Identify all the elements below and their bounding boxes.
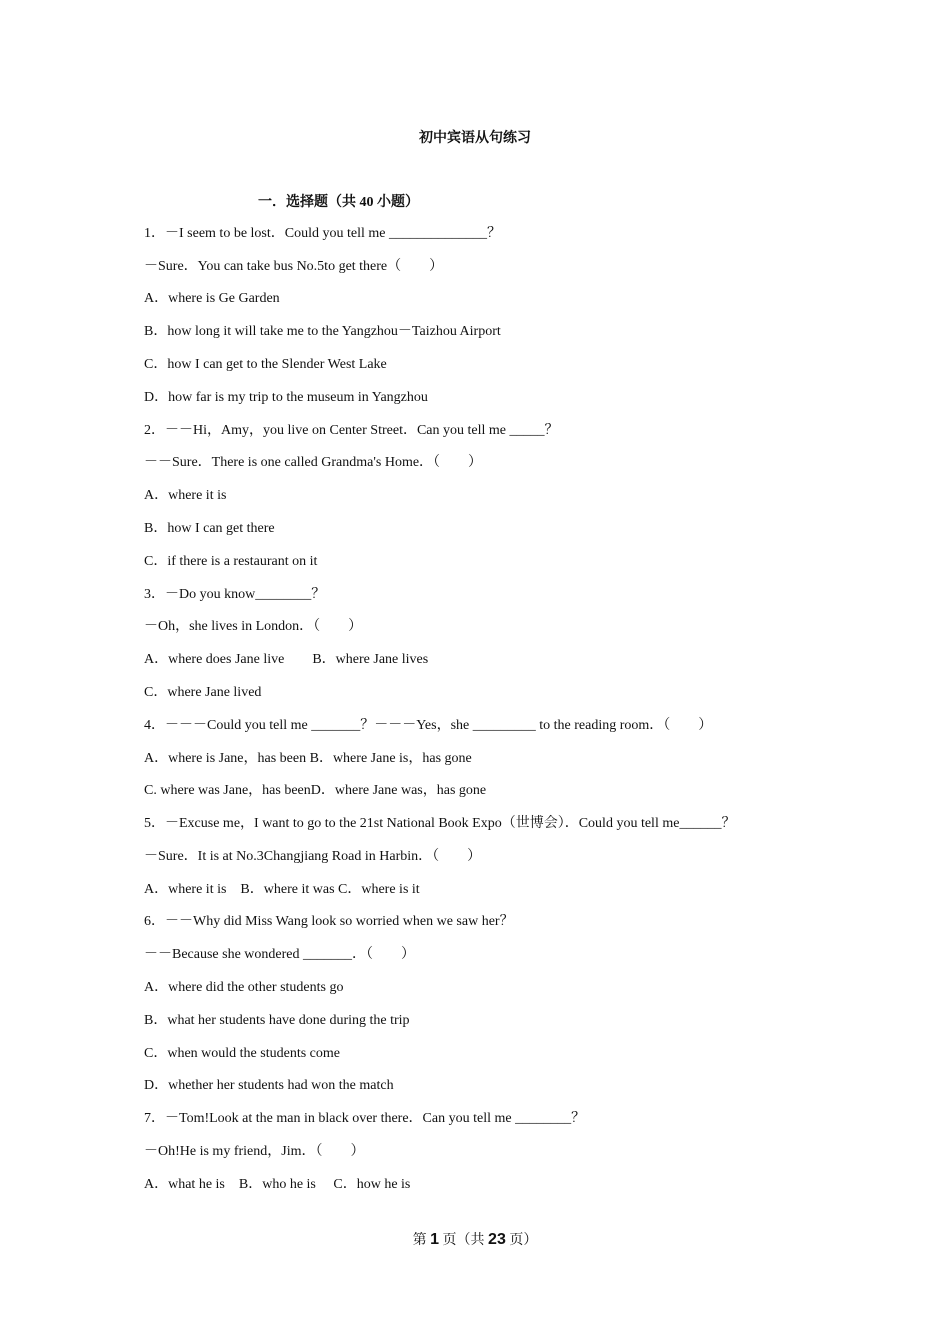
question-3-stem: 3．－Do you know________？ — [144, 587, 326, 602]
footer-suffix: 页） — [505, 1233, 538, 1248]
question-6-option-c: C．when would the students come — [144, 1046, 340, 1061]
question-6-option-b: B．what her students have done during the trip — [144, 1013, 410, 1028]
question-6-option-d: D．whether her students had won the match — [144, 1078, 394, 1093]
question-7-stem: 7．－Tom!Look at the man in black over there．Can you tell me ________？ — [144, 1111, 586, 1126]
page-number: 1 — [430, 1231, 440, 1248]
question-1-reply: －Sure．You can take bus No.5to get there（ ） — [144, 259, 444, 274]
document-title: 初中宾语从句练习 — [419, 131, 531, 146]
question-2-option-a: A．where it is — [144, 488, 227, 503]
page-total: 23 — [488, 1231, 506, 1248]
question-5-stem: 5．－Excuse me，I want to go to the 21st National Book Expo（世博会）．Could you tell me______？ — [144, 816, 736, 831]
section-heading: 一．选择题（共 40 小题） — [258, 195, 419, 210]
question-5-options: A．where it is B．where it was C．where is it — [144, 882, 420, 897]
question-4-options-cd: C. where was Jane，has beenD．where Jane was，has gone — [144, 783, 487, 798]
question-3-reply: －Oh，she lives in London．（ ） — [144, 619, 363, 634]
question-1-option-c: C．how I can get to the Slender West Lake — [144, 357, 387, 372]
question-1-option-b: B．how long it will take me to the Yangzhou－Taizhou Airport — [144, 324, 501, 339]
question-7-reply: －Oh!He is my friend，Jim．（ ） — [144, 1144, 365, 1159]
question-1-option-a: A．where is Ge Garden — [144, 291, 280, 306]
question-5-reply: －Sure．It is at No.3Changjiang Road in Harbin．（ ） — [144, 849, 482, 864]
question-6-reply: －－Because she wondered _______．（ ） — [144, 947, 416, 962]
question-3-options-ab: A．where does Jane live B．where Jane lives — [144, 652, 429, 667]
footer-prefix: 第 — [412, 1233, 431, 1248]
question-2-option-b: B．how I can get there — [144, 521, 275, 536]
question-4-options-ab: A．where is Jane，has been B．where Jane is，has gone — [144, 751, 472, 766]
footer-middle: 页（共 — [439, 1233, 489, 1248]
question-6-stem: 6．－－Why did Miss Wang look so worried when we saw her？ — [144, 914, 514, 929]
question-3-option-c: C．where Jane lived — [144, 685, 262, 700]
page-footer — [0, 1229, 950, 1249]
question-7-options: A．what he is B．who he is C．how he is — [144, 1177, 411, 1192]
question-6-option-a: A．where did the other students go — [144, 980, 344, 995]
question-2-option-c: C．if there is a restaurant on it — [144, 554, 318, 569]
question-2-reply: －－Sure．There is one called Grandma's Home．（ ） — [144, 455, 483, 470]
question-2-stem: 2．－－Hi，Amy，you live on Center Street．Can you tell me _____？ — [144, 423, 559, 438]
question-4-stem: 4．－－－Could you tell me _______？－－－Yes，she _________ to the reading room．（ ） — [144, 718, 713, 733]
question-1-stem: 1．－I seem to be lost．Could you tell me ______________？ — [144, 226, 501, 241]
question-1-option-d: D．how far is my trip to the museum in Yangzhou — [144, 390, 428, 405]
